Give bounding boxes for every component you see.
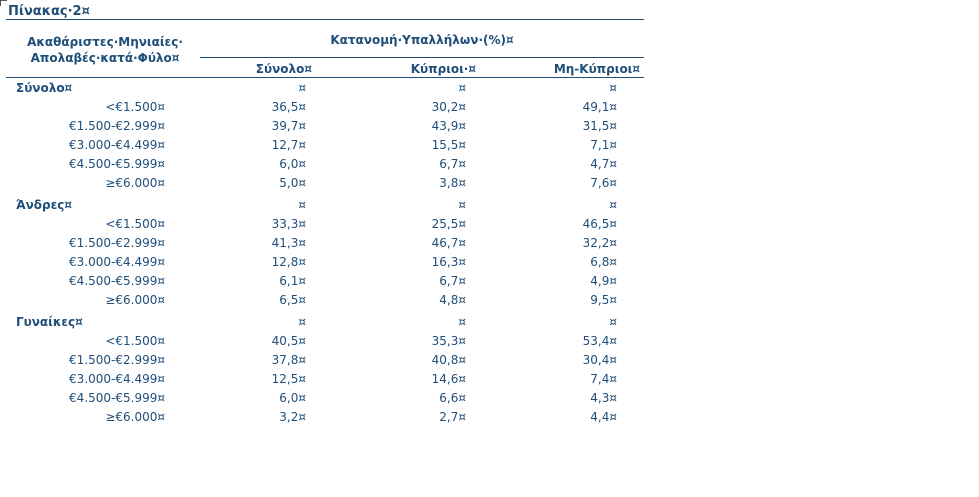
income-band-label: €3.000-€4.499¤ xyxy=(69,255,165,269)
table-row xyxy=(0,293,660,312)
table-row xyxy=(0,353,660,372)
percentage-cell: 3,8¤ xyxy=(439,176,466,190)
section-label: Άνδρες¤ xyxy=(16,198,73,212)
section-row xyxy=(0,81,660,100)
percentage-cell: 6,0¤ xyxy=(279,157,306,171)
section-cell-mark: ¤ xyxy=(609,81,617,95)
document-corner-mark xyxy=(0,0,7,6)
table-row xyxy=(0,410,660,429)
section-row xyxy=(0,315,660,334)
column-header-cypriots: Κύπριοι·¤ xyxy=(410,62,476,76)
percentage-cell: 14,6¤ xyxy=(431,372,466,386)
percentage-cell: 2,7¤ xyxy=(439,410,466,424)
percentage-cell: 12,8¤ xyxy=(271,255,306,269)
table-row xyxy=(0,236,660,255)
percentage-cell: 4,9¤ xyxy=(590,274,617,288)
percentage-cell: 12,5¤ xyxy=(271,372,306,386)
percentage-cell: 46,5¤ xyxy=(582,217,617,231)
percentage-cell: 12,7¤ xyxy=(271,138,306,152)
section-cell-mark: ¤ xyxy=(458,315,466,329)
percentage-cell: 36,5¤ xyxy=(271,100,306,114)
percentage-cell: 6,1¤ xyxy=(279,274,306,288)
income-band-label: €3.000-€4.499¤ xyxy=(69,138,165,152)
section-label: Γυναίκες¤ xyxy=(16,315,83,329)
percentage-cell: 35,3¤ xyxy=(431,334,466,348)
percentage-cell: 9,5¤ xyxy=(590,293,617,307)
percentage-cell: 32,2¤ xyxy=(582,236,617,250)
income-band-label: ≥€6.000¤ xyxy=(105,176,165,190)
percentage-cell: 3,2¤ xyxy=(279,410,306,424)
section-cell-mark: ¤ xyxy=(609,198,617,212)
percentage-cell: 6,7¤ xyxy=(439,157,466,171)
percentage-cell: 5,0¤ xyxy=(279,176,306,190)
column-header-non-cypriots: Μη-Κύπριοι¤ xyxy=(553,62,640,76)
percentage-cell: 39,7¤ xyxy=(271,119,306,133)
table-row xyxy=(0,372,660,391)
row-header xyxy=(10,34,200,66)
percentage-cell: 6,8¤ xyxy=(590,255,617,269)
row-header-line-1: Ακαθάριστες·Μηνιαίες· xyxy=(27,35,183,49)
income-band-label: €3.000-€4.499¤ xyxy=(69,372,165,386)
section-cell-mark: ¤ xyxy=(458,198,466,212)
percentage-cell: 25,5¤ xyxy=(431,217,466,231)
income-band-label: ≥€6.000¤ xyxy=(105,293,165,307)
percentage-cell: 4,8¤ xyxy=(439,293,466,307)
table-row xyxy=(0,391,660,410)
percentage-cell: 7,1¤ xyxy=(590,138,617,152)
income-band-label: €1.500-€2.999¤ xyxy=(69,353,165,367)
section-cell-mark: ¤ xyxy=(298,198,306,212)
percentage-cell: 31,5¤ xyxy=(582,119,617,133)
section-cell-mark: ¤ xyxy=(458,81,466,95)
income-band-label: €4.500-€5.999¤ xyxy=(69,157,165,171)
percentage-cell: 53,4¤ xyxy=(582,334,617,348)
table-row xyxy=(0,255,660,274)
table-row xyxy=(0,119,660,138)
section-label: Σύνολο¤ xyxy=(16,81,73,95)
percentage-cell: 6,6¤ xyxy=(439,391,466,405)
row-header-line-2: Απολαβές·κατά·Φύλο¤ xyxy=(30,51,180,65)
percentage-cell: 6,7¤ xyxy=(439,274,466,288)
income-band-label: €4.500-€5.999¤ xyxy=(69,391,165,405)
income-band-label: €1.500-€2.999¤ xyxy=(69,119,165,133)
section-cell-mark: ¤ xyxy=(609,315,617,329)
percentage-cell: 46,7¤ xyxy=(431,236,466,250)
table-title: Πίνακας·2¤ xyxy=(8,4,90,19)
table-row xyxy=(0,334,660,353)
group-header-rule xyxy=(200,57,644,58)
income-band-label: ≥€6.000¤ xyxy=(105,410,165,424)
percentage-cell: 4,3¤ xyxy=(590,391,617,405)
table-row xyxy=(0,138,660,157)
percentage-cell: 41,3¤ xyxy=(271,236,306,250)
column-group-header: Κατανομή·Υπαλλήλων·(%)¤ xyxy=(330,33,514,47)
table-row xyxy=(0,274,660,293)
percentage-cell: 4,7¤ xyxy=(590,157,617,171)
percentage-cell: 16,3¤ xyxy=(431,255,466,269)
section-cell-mark: ¤ xyxy=(298,315,306,329)
percentage-cell: 30,2¤ xyxy=(431,100,466,114)
table-row xyxy=(0,217,660,236)
table-row xyxy=(0,157,660,176)
table-row xyxy=(0,100,660,119)
section-row xyxy=(0,198,660,217)
income-band-label: <€1.500¤ xyxy=(105,334,165,348)
percentage-cell: 7,6¤ xyxy=(590,176,617,190)
percentage-cell: 6,0¤ xyxy=(279,391,306,405)
percentage-cell: 37,8¤ xyxy=(271,353,306,367)
percentage-cell: 40,5¤ xyxy=(271,334,306,348)
percentage-cell: 40,8¤ xyxy=(431,353,466,367)
percentage-cell: 49,1¤ xyxy=(582,100,617,114)
percentage-cell: 6,5¤ xyxy=(279,293,306,307)
column-header-total: Σύνολο¤ xyxy=(255,62,312,76)
income-band-label: €1.500-€2.999¤ xyxy=(69,236,165,250)
percentage-cell: 15,5¤ xyxy=(431,138,466,152)
income-band-label: €4.500-€5.999¤ xyxy=(69,274,165,288)
table-row xyxy=(0,176,660,195)
header-bottom-rule xyxy=(6,77,644,78)
section-cell-mark: ¤ xyxy=(298,81,306,95)
percentage-cell: 4,4¤ xyxy=(590,410,617,424)
percentage-cell: 43,9¤ xyxy=(431,119,466,133)
percentage-cell: 30,4¤ xyxy=(582,353,617,367)
percentage-cell: 33,3¤ xyxy=(271,217,306,231)
income-band-label: <€1.500¤ xyxy=(105,217,165,231)
title-rule xyxy=(6,19,644,20)
income-band-label: <€1.500¤ xyxy=(105,100,165,114)
percentage-cell: 7,4¤ xyxy=(590,372,617,386)
